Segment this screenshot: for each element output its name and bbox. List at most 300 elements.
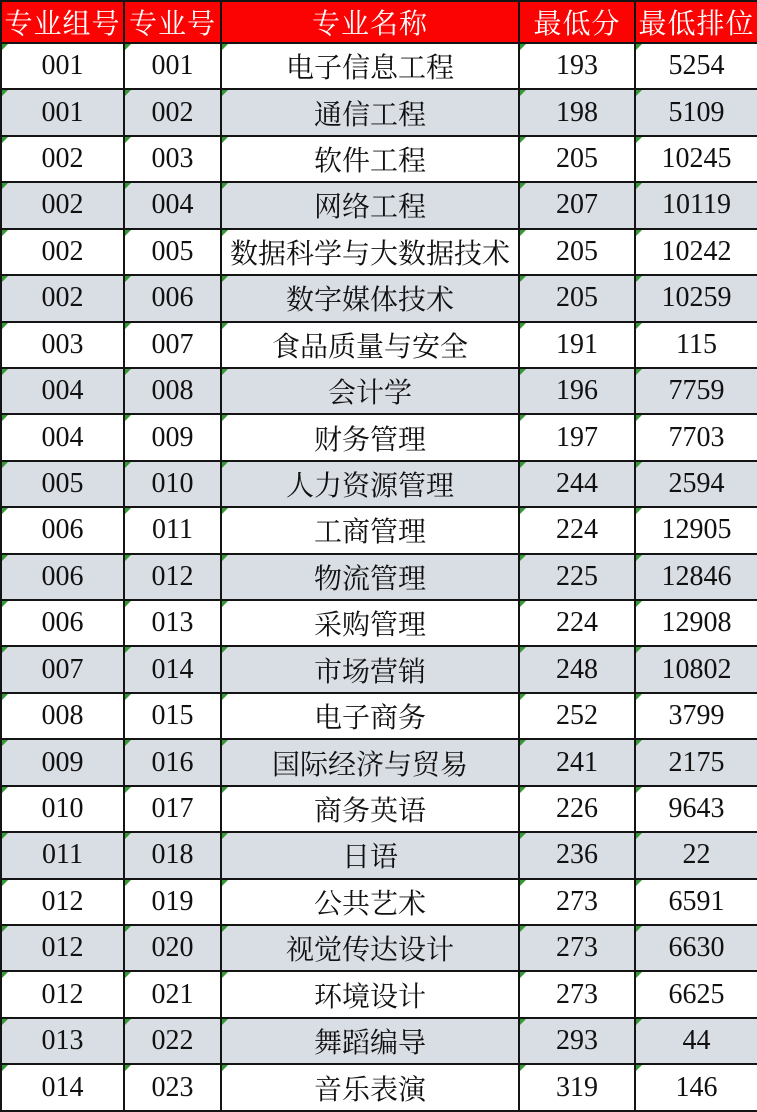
cell-flag-triangle-icon bbox=[2, 694, 8, 700]
table-row bbox=[1, 879, 757, 925]
cell-flag-triangle-icon bbox=[125, 230, 131, 236]
cell-value: 6591 bbox=[668, 885, 725, 917]
cell-flag-triangle-icon bbox=[125, 555, 131, 561]
cell-flag-triangle-icon bbox=[636, 462, 642, 468]
table-cell bbox=[519, 1018, 635, 1064]
cell-value: 207 bbox=[556, 189, 598, 221]
table-cell bbox=[1, 322, 124, 368]
cell-value: 011 bbox=[42, 839, 83, 871]
table-cell bbox=[221, 554, 519, 600]
cell-value: 022 bbox=[151, 1025, 194, 1057]
cell-value: 软件工程 bbox=[313, 146, 426, 178]
cell-flag-triangle-icon bbox=[125, 694, 131, 700]
table-row bbox=[1, 1064, 757, 1111]
cell-flag-triangle-icon bbox=[636, 1019, 642, 1025]
cell-flag-triangle-icon bbox=[636, 90, 642, 96]
table-cell bbox=[519, 600, 635, 646]
table-cell bbox=[1, 136, 124, 182]
cell-value: 009 bbox=[41, 746, 84, 778]
cell-flag-triangle-icon bbox=[2, 230, 8, 236]
table-cell bbox=[1, 971, 124, 1017]
table-cell bbox=[221, 275, 519, 321]
cell-flag-triangle-icon bbox=[2, 462, 8, 468]
cell-value: 008 bbox=[151, 375, 194, 407]
cell-value: 205 bbox=[556, 143, 598, 175]
cell-value: 005 bbox=[151, 235, 194, 267]
cell-value: 244 bbox=[556, 468, 598, 499]
cell-value: 002 bbox=[41, 282, 84, 314]
cell-flag-triangle-icon bbox=[2, 555, 8, 561]
table-cell bbox=[635, 461, 757, 507]
cell-flag-triangle-icon bbox=[2, 972, 8, 978]
cell-value: 115 bbox=[676, 328, 717, 360]
table-cell bbox=[124, 554, 221, 600]
cell-flag-triangle-icon bbox=[2, 508, 8, 514]
cell-flag-triangle-icon bbox=[2, 369, 8, 375]
table-cell bbox=[519, 461, 635, 507]
cell-flag-triangle-icon bbox=[125, 1065, 131, 1071]
cell-value: 物流管理 bbox=[313, 563, 426, 595]
table-cell bbox=[221, 1064, 519, 1111]
cell-flag-triangle-icon bbox=[520, 647, 526, 653]
cell-value: 10119 bbox=[662, 189, 731, 221]
table-cell bbox=[221, 925, 519, 971]
table-cell bbox=[221, 646, 519, 692]
cell-value: 商务英语 bbox=[313, 795, 426, 827]
cell-flag-triangle-icon bbox=[125, 926, 131, 932]
table-cell bbox=[221, 229, 519, 275]
cell-value: 021 bbox=[151, 978, 194, 1010]
table-cell bbox=[519, 275, 635, 321]
cell-flag-triangle-icon bbox=[636, 137, 642, 143]
cell-value: 电子信息工程 bbox=[285, 53, 454, 85]
cell-value: 224 bbox=[556, 514, 598, 546]
cell-flag-triangle-icon bbox=[520, 787, 526, 793]
table-cell bbox=[519, 136, 635, 182]
cell-value: 241 bbox=[556, 746, 598, 778]
cell-flag-triangle-icon bbox=[520, 137, 526, 143]
cell-value: 013 bbox=[41, 1025, 84, 1057]
table-cell bbox=[635, 646, 757, 692]
table-cell bbox=[519, 693, 635, 739]
cell-flag-triangle-icon bbox=[125, 880, 131, 886]
table-cell bbox=[221, 1018, 519, 1064]
table-cell bbox=[1, 600, 124, 646]
table-cell bbox=[124, 925, 221, 971]
cell-flag-triangle-icon bbox=[125, 323, 131, 329]
cell-flag-triangle-icon bbox=[222, 323, 228, 329]
cell-flag-triangle-icon bbox=[222, 694, 228, 700]
cell-flag-triangle-icon bbox=[520, 183, 526, 189]
cell-value: 193 bbox=[556, 50, 598, 82]
cell-value: 004 bbox=[41, 375, 84, 407]
cell-flag-triangle-icon bbox=[2, 415, 8, 421]
cell-value: 002 bbox=[151, 96, 194, 128]
cell-value: 数据科学与大数据技术 bbox=[229, 238, 510, 270]
cell-value: 公共艺术 bbox=[313, 888, 426, 920]
table-row bbox=[1, 414, 757, 460]
cell-flag-triangle-icon bbox=[636, 926, 642, 932]
table-cell bbox=[635, 1018, 757, 1064]
table-cell bbox=[519, 89, 635, 135]
table-cell bbox=[124, 43, 221, 89]
cell-value: 196 bbox=[556, 375, 598, 407]
table-row bbox=[1, 646, 757, 692]
cell-value: 004 bbox=[41, 421, 84, 453]
cell-value: 252 bbox=[556, 700, 598, 732]
table-cell bbox=[124, 275, 221, 321]
cell-value: 财务管理 bbox=[313, 424, 426, 456]
table-cell bbox=[635, 507, 757, 553]
table-cell bbox=[519, 786, 635, 832]
cell-flag-triangle-icon bbox=[2, 740, 8, 746]
cell-value: 019 bbox=[151, 885, 194, 917]
table-cell bbox=[1, 879, 124, 925]
table-cell bbox=[1, 832, 124, 878]
table-cell bbox=[124, 786, 221, 832]
cell-flag-triangle-icon bbox=[636, 44, 642, 50]
cell-flag-triangle-icon bbox=[520, 230, 526, 236]
cell-flag-triangle-icon bbox=[636, 787, 642, 793]
cell-value: 017 bbox=[151, 792, 194, 824]
cell-value: 273 bbox=[556, 978, 598, 1010]
cell-flag-triangle-icon bbox=[520, 323, 526, 329]
cell-flag-triangle-icon bbox=[636, 369, 642, 375]
table-cell bbox=[124, 1064, 221, 1111]
table-cell bbox=[124, 971, 221, 1017]
cell-value: 007 bbox=[41, 653, 84, 685]
table-row bbox=[1, 1018, 757, 1064]
cell-value: 012 bbox=[41, 932, 84, 964]
cell-flag-triangle-icon bbox=[125, 601, 131, 607]
cell-flag-triangle-icon bbox=[2, 90, 8, 96]
table-cell bbox=[519, 507, 635, 553]
table-cell bbox=[519, 322, 635, 368]
table-cell bbox=[635, 832, 757, 878]
table-cell bbox=[519, 925, 635, 971]
cell-value: 005 bbox=[41, 468, 84, 499]
table-cell bbox=[221, 971, 519, 1017]
cell-value: 工商管理 bbox=[313, 517, 426, 549]
cell-value: 197 bbox=[556, 421, 598, 453]
table-cell bbox=[124, 600, 221, 646]
table-cell bbox=[519, 739, 635, 785]
table-cell bbox=[635, 89, 757, 135]
cell-value: 9643 bbox=[668, 792, 725, 824]
cell-value: 通信工程 bbox=[313, 99, 426, 131]
table-cell bbox=[519, 554, 635, 600]
table-row bbox=[1, 832, 757, 878]
table-cell bbox=[1, 43, 124, 89]
table-cell bbox=[635, 879, 757, 925]
table-cell bbox=[221, 786, 519, 832]
table-row bbox=[1, 43, 757, 89]
cell-flag-triangle-icon bbox=[125, 787, 131, 793]
table-cell bbox=[635, 275, 757, 321]
table-cell bbox=[519, 229, 635, 275]
cell-value: 013 bbox=[151, 607, 194, 639]
cell-flag-triangle-icon bbox=[125, 183, 131, 189]
table-cell bbox=[635, 368, 757, 414]
cell-flag-triangle-icon bbox=[2, 787, 8, 793]
table-row bbox=[1, 368, 757, 414]
cell-flag-triangle-icon bbox=[125, 276, 131, 282]
table-cell bbox=[124, 182, 221, 228]
cell-flag-triangle-icon bbox=[222, 462, 228, 468]
cell-flag-triangle-icon bbox=[222, 90, 228, 96]
cell-flag-triangle-icon bbox=[2, 833, 8, 839]
cell-flag-triangle-icon bbox=[636, 740, 642, 746]
cell-value: 012 bbox=[41, 978, 84, 1010]
table-cell bbox=[635, 971, 757, 1017]
cell-flag-triangle-icon bbox=[222, 880, 228, 886]
table-cell bbox=[1, 1064, 124, 1111]
cell-flag-triangle-icon bbox=[636, 972, 642, 978]
cell-value: 006 bbox=[41, 560, 84, 592]
table-cell bbox=[635, 739, 757, 785]
cell-value: 采购管理 bbox=[313, 610, 426, 642]
cell-flag-triangle-icon bbox=[520, 1065, 526, 1071]
cell-flag-triangle-icon bbox=[520, 462, 526, 468]
cell-flag-triangle-icon bbox=[222, 369, 228, 375]
cell-flag-triangle-icon bbox=[125, 833, 131, 839]
table-cell bbox=[124, 229, 221, 275]
cell-flag-triangle-icon bbox=[2, 601, 8, 607]
cell-value: 环境设计 bbox=[313, 981, 426, 1013]
cell-value: 10245 bbox=[661, 143, 732, 175]
cell-value: 224 bbox=[556, 607, 598, 639]
table-cell bbox=[221, 43, 519, 89]
cell-value: 004 bbox=[151, 189, 194, 221]
table-row bbox=[1, 89, 757, 135]
cell-flag-triangle-icon bbox=[2, 323, 8, 329]
table-cell bbox=[519, 646, 635, 692]
table-cell bbox=[635, 414, 757, 460]
table-cell bbox=[635, 182, 757, 228]
table-row bbox=[1, 971, 757, 1017]
cell-flag-triangle-icon bbox=[222, 972, 228, 978]
cell-flag-triangle-icon bbox=[125, 972, 131, 978]
cell-flag-triangle-icon bbox=[636, 323, 642, 329]
cell-flag-triangle-icon bbox=[520, 555, 526, 561]
cell-flag-triangle-icon bbox=[125, 740, 131, 746]
cell-flag-triangle-icon bbox=[636, 415, 642, 421]
cell-value: 10802 bbox=[661, 653, 732, 685]
cell-value: 10242 bbox=[661, 235, 732, 267]
table-cell bbox=[519, 368, 635, 414]
table-row bbox=[1, 275, 757, 321]
table-cell bbox=[1, 89, 124, 135]
cell-flag-triangle-icon bbox=[222, 926, 228, 932]
table-cell bbox=[1, 554, 124, 600]
cell-value: 225 bbox=[556, 560, 598, 592]
cell-flag-triangle-icon bbox=[222, 1019, 228, 1025]
table-cell bbox=[635, 136, 757, 182]
table-cell bbox=[124, 368, 221, 414]
table-cell bbox=[124, 832, 221, 878]
table-cell bbox=[519, 971, 635, 1017]
cell-value: 016 bbox=[151, 746, 194, 778]
cell-flag-triangle-icon bbox=[2, 1065, 8, 1071]
cell-value: 会计学 bbox=[327, 378, 412, 410]
cell-flag-triangle-icon bbox=[125, 415, 131, 421]
cell-value: 010 bbox=[41, 792, 84, 824]
cell-value: 10259 bbox=[661, 282, 732, 314]
cell-value: 12908 bbox=[661, 607, 732, 639]
cell-value: 7703 bbox=[668, 421, 725, 453]
table-cell bbox=[1, 786, 124, 832]
table-row bbox=[1, 739, 757, 785]
table-row bbox=[1, 507, 757, 553]
table-cell bbox=[221, 368, 519, 414]
cell-value: 205 bbox=[556, 235, 598, 267]
table-cell bbox=[221, 832, 519, 878]
cell-flag-triangle-icon bbox=[222, 44, 228, 50]
cell-flag-triangle-icon bbox=[520, 508, 526, 514]
table-body bbox=[1, 43, 757, 1111]
table-cell bbox=[1, 414, 124, 460]
table-cell bbox=[221, 507, 519, 553]
cell-flag-triangle-icon bbox=[520, 926, 526, 932]
cell-flag-triangle-icon bbox=[636, 833, 642, 839]
cell-value: 国际经济与贸易 bbox=[271, 749, 468, 781]
cell-flag-triangle-icon bbox=[520, 694, 526, 700]
cell-value: 015 bbox=[151, 700, 194, 732]
table-cell bbox=[1, 461, 124, 507]
cell-value: 5254 bbox=[668, 50, 725, 82]
table-cell bbox=[124, 322, 221, 368]
cell-value: 319 bbox=[556, 1071, 598, 1103]
cell-value: 012 bbox=[41, 885, 84, 917]
table-cell bbox=[124, 89, 221, 135]
cell-value: 273 bbox=[556, 932, 598, 964]
table-cell bbox=[1, 507, 124, 553]
table-row bbox=[1, 554, 757, 600]
table-cell bbox=[124, 879, 221, 925]
table-cell bbox=[1, 646, 124, 692]
cell-flag-triangle-icon bbox=[2, 276, 8, 282]
cell-flag-triangle-icon bbox=[125, 90, 131, 96]
table-cell bbox=[635, 600, 757, 646]
cell-flag-triangle-icon bbox=[520, 90, 526, 96]
cell-flag-triangle-icon bbox=[520, 833, 526, 839]
header-row bbox=[1, 1, 757, 43]
table-cell bbox=[124, 739, 221, 785]
cell-flag-triangle-icon bbox=[636, 276, 642, 282]
cell-value: 7759 bbox=[668, 375, 725, 407]
cell-value: 6625 bbox=[668, 978, 725, 1010]
cell-flag-triangle-icon bbox=[2, 44, 8, 50]
cell-flag-triangle-icon bbox=[2, 926, 8, 932]
cell-value: 002 bbox=[41, 189, 84, 221]
cell-flag-triangle-icon bbox=[125, 462, 131, 468]
cell-flag-triangle-icon bbox=[2, 880, 8, 886]
cell-value: 146 bbox=[675, 1071, 718, 1103]
cell-value: 舞蹈编导 bbox=[313, 1028, 426, 1060]
cell-flag-triangle-icon bbox=[2, 647, 8, 653]
table-cell bbox=[519, 832, 635, 878]
table-row bbox=[1, 786, 757, 832]
table-cell bbox=[1, 693, 124, 739]
cell-flag-triangle-icon bbox=[520, 972, 526, 978]
table-cell bbox=[635, 43, 757, 89]
table-cell bbox=[1, 182, 124, 228]
cell-flag-triangle-icon bbox=[125, 44, 131, 50]
cell-flag-triangle-icon bbox=[222, 833, 228, 839]
table-cell bbox=[221, 693, 519, 739]
header-major-name: 专业名称 bbox=[221, 1, 519, 43]
cell-flag-triangle-icon bbox=[222, 740, 228, 746]
cell-value: 009 bbox=[151, 421, 194, 453]
cell-flag-triangle-icon bbox=[520, 415, 526, 421]
table-row bbox=[1, 925, 757, 971]
cell-value: 市场营销 bbox=[313, 656, 426, 688]
table-cell bbox=[221, 461, 519, 507]
cell-value: 010 bbox=[151, 468, 194, 499]
cell-flag-triangle-icon bbox=[636, 508, 642, 514]
table-cell bbox=[519, 182, 635, 228]
cell-flag-triangle-icon bbox=[222, 230, 228, 236]
cell-flag-triangle-icon bbox=[636, 601, 642, 607]
table-row bbox=[1, 600, 757, 646]
table-cell bbox=[519, 1064, 635, 1111]
cell-flag-triangle-icon bbox=[2, 1019, 8, 1025]
cell-flag-triangle-icon bbox=[222, 183, 228, 189]
cell-flag-triangle-icon bbox=[636, 183, 642, 189]
cell-value: 020 bbox=[151, 932, 194, 964]
cell-value: 网络工程 bbox=[313, 192, 426, 224]
cell-value: 003 bbox=[151, 143, 194, 175]
cell-value: 001 bbox=[41, 96, 84, 128]
table-cell bbox=[221, 879, 519, 925]
cell-flag-triangle-icon bbox=[125, 1019, 131, 1025]
cell-flag-triangle-icon bbox=[222, 415, 228, 421]
cell-value: 191 bbox=[556, 328, 598, 360]
cell-value: 011 bbox=[152, 514, 193, 546]
cell-flag-triangle-icon bbox=[222, 555, 228, 561]
cell-value: 205 bbox=[556, 282, 598, 314]
cell-value: 5109 bbox=[668, 96, 725, 128]
header-major-number: 专业号 bbox=[124, 1, 221, 43]
cell-value: 226 bbox=[556, 792, 598, 824]
cell-flag-triangle-icon bbox=[636, 880, 642, 886]
cell-flag-triangle-icon bbox=[222, 1065, 228, 1071]
cell-value: 001 bbox=[41, 50, 84, 82]
header-min-rank: 最低排位 bbox=[635, 1, 757, 43]
header-major-group-number: 专业组号 bbox=[1, 1, 124, 43]
table-cell bbox=[635, 693, 757, 739]
table-cell bbox=[519, 414, 635, 460]
cell-value: 006 bbox=[41, 514, 84, 546]
cell-value: 273 bbox=[556, 885, 598, 917]
cell-flag-triangle-icon bbox=[125, 508, 131, 514]
cell-value: 007 bbox=[151, 328, 194, 360]
table-row bbox=[1, 229, 757, 275]
table-cell bbox=[221, 739, 519, 785]
cell-value: 2594 bbox=[668, 468, 725, 499]
cell-flag-triangle-icon bbox=[222, 787, 228, 793]
table-row bbox=[1, 461, 757, 507]
cell-value: 2175 bbox=[668, 746, 725, 778]
cell-flag-triangle-icon bbox=[520, 276, 526, 282]
table-cell bbox=[1, 925, 124, 971]
table-cell bbox=[221, 182, 519, 228]
table-cell bbox=[1, 1018, 124, 1064]
cell-value: 日语 bbox=[341, 842, 398, 874]
table-cell bbox=[124, 693, 221, 739]
cell-value: 014 bbox=[151, 653, 194, 685]
cell-value: 012 bbox=[151, 560, 194, 592]
